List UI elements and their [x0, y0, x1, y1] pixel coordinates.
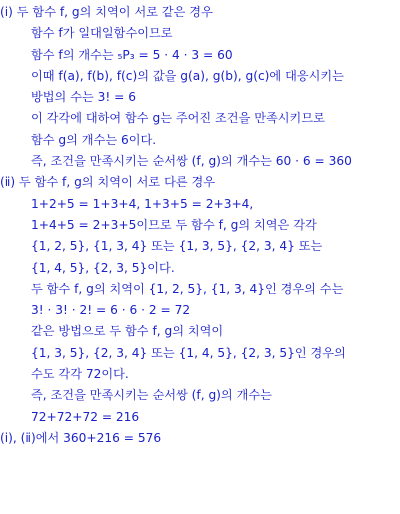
case2-heading: (ⅱ) 두 함수 f, g의 치역이 서로 다른 경우 — [0, 175, 216, 190]
case2-line-4: {1, 4, 5}, {2, 3, 5}이다. — [31, 260, 175, 275]
solution-document — [0, 2, 400, 449]
case2-line-9: 수도 각각 72이다. — [31, 367, 129, 382]
case2-line-7: 같은 방법으로 두 함수 f, g의 치역이 — [31, 324, 224, 339]
case1-line-5: 이 각각에 대하여 함수 g는 주어진 조건을 만족시키므로 — [31, 111, 325, 126]
case1-line-6: 함수 g의 개수는 6이다. — [31, 132, 157, 147]
case1-line-2: 함수 f의 개수는 ₅P₃ = 5 · 4 · 3 = 60 — [31, 47, 233, 62]
case1-line-3: 이때 f(a), f(b), f(c)의 값을 g(a), g(b), g(c)에 대응시키는 — [31, 68, 344, 83]
case1-line-4: 방법의 수는 3! = 6 — [31, 90, 136, 105]
case1-heading: (ⅰ) 두 함수 f, g의 치역이 서로 같은 경우 — [0, 5, 213, 19]
case2-line-8: {1, 3, 5}, {2, 3, 4} 또는 {1, 4, 5}, {2, 3, 5}인 경우의 — [31, 345, 346, 360]
case2-line-1: 1+2+5 = 1+3+4, 1+3+5 = 2+3+4, — [31, 196, 254, 211]
case2-line-3: {1, 2, 5}, {1, 3, 4} 또는 {1, 3, 5}, {2, 3, 4} 또는 — [31, 239, 323, 254]
case2-line-11: 72+72+72 = 216 — [31, 409, 140, 424]
case2-line-5: 두 함수 f, g의 치역이 {1, 2, 5}, {1, 3, 4}인 경우의 수는 — [31, 281, 344, 296]
conclusion-line: (ⅰ), (ⅱ)에서 360+216 = 576 — [0, 430, 162, 445]
case1-line-1: 함수 f가 일대일함수이므로 — [31, 26, 173, 41]
case2-line-2: 1+4+5 = 2+3+5이므로 두 함수 f, g의 치역은 각각 — [31, 217, 317, 232]
case2-line-6: 3! · 3! · 2! = 6 · 6 · 2 = 72 — [31, 303, 191, 318]
case2-line-10: 즉, 조건을 만족시키는 순서쌍 (f, g)의 개수는 — [31, 388, 272, 403]
case1-line-7: 즉, 조건을 만족시키는 순서쌍 (f, g)의 개수는 60 · 6 = 360 — [31, 154, 352, 169]
